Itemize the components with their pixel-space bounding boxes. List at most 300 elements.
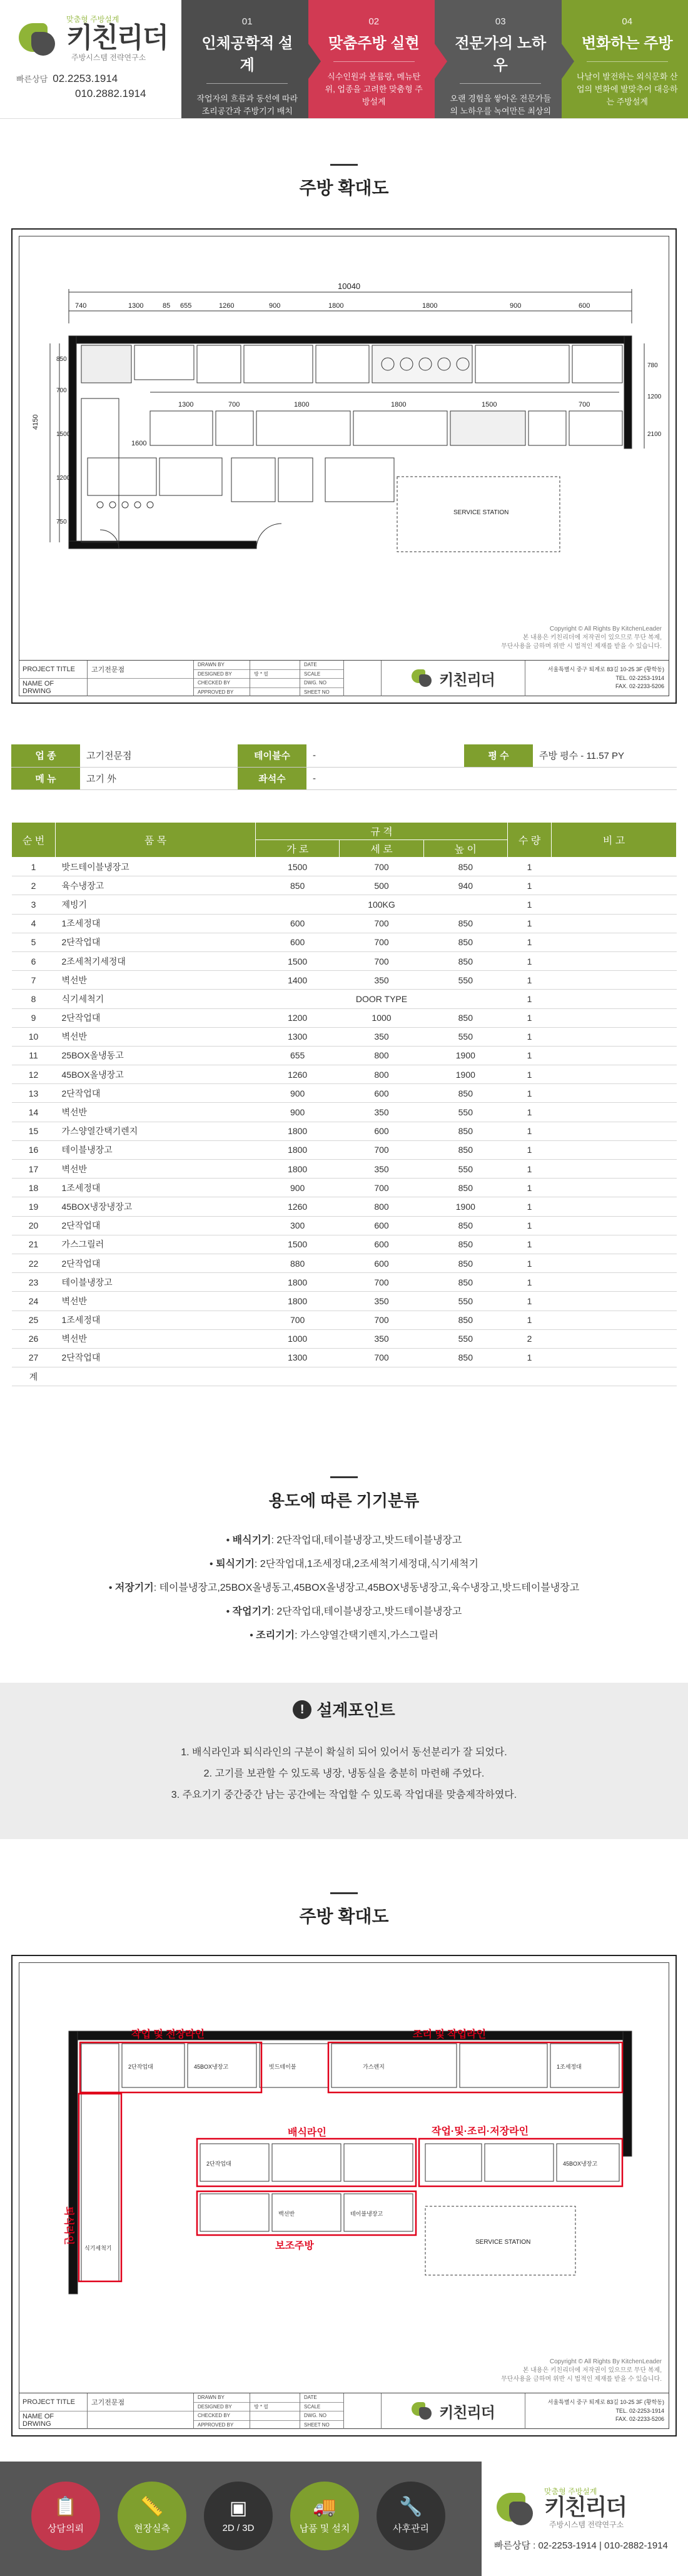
step-4 (562, 0, 688, 118)
cell-no: 3 (12, 895, 56, 914)
table-row (12, 1329, 677, 1348)
cell-no: 4 (12, 914, 56, 933)
scale-label: SCALE (300, 2403, 343, 2412)
cell-h: 850 (423, 1273, 507, 1292)
copyright-line: 본 내용은 키친리더에 저작권이 있으므로 무단 복제, (522, 634, 662, 641)
step-desc: 나날이 발전하는 외식문화 산업의 변화에 발맞추어 대응하는 주방설계 (576, 72, 678, 107)
cell-h: 850 (423, 1311, 507, 1329)
cell-qty: 1 (508, 895, 552, 914)
cell-qty: 1 (508, 914, 552, 933)
cell-qty: 1 (508, 990, 552, 1008)
dim-label: 1260 (219, 302, 235, 310)
cell-qty: 1 (508, 1254, 552, 1272)
cell-no: 21 (12, 1235, 56, 1254)
cell-w: 1000 (256, 1329, 340, 1348)
cell-no: 12 (12, 1065, 56, 1084)
address-text: 서울특별시 중구 퇴계로 83길 10-25 3F (황학동) (547, 2399, 664, 2406)
cell-h: 850 (423, 933, 507, 951)
cell-w: 850 (256, 876, 340, 895)
cell-name: 벽선반 (56, 1027, 256, 1046)
cell-note (552, 1008, 677, 1027)
info-value: 고기전문점 (80, 744, 238, 767)
cell-d: 500 (340, 876, 423, 895)
logo-name: 키친리더 (66, 22, 168, 54)
dim-label: 1800 (391, 401, 407, 408)
cell-note (552, 1311, 677, 1329)
info-header: 좌석수 (238, 767, 306, 789)
date-label: DATE (300, 2393, 343, 2403)
title-block (19, 2393, 669, 2429)
cell-no: 6 (12, 951, 56, 970)
circle-label: 현장실측 (134, 2523, 170, 2534)
project-title-value: 고기전문점 (88, 2393, 193, 2411)
total-width-label: 10040 (338, 281, 361, 291)
cell-qty: 2 (508, 1329, 552, 1348)
cell-w: 1800 (256, 1273, 340, 1292)
logo-tagline: 맞춤형 주방설계 (544, 2487, 597, 2496)
cell-d: 350 (340, 1160, 423, 1179)
cell-no: 25 (12, 1311, 56, 1329)
section-title-2 (0, 1892, 688, 1928)
cell-note (552, 1348, 677, 1367)
classification-item: • 저장기기: 테이블냉장고,25BOX올냉동고,45BOX올냉장고,45BOX냉동냉장고,육수냉장고,밧드테이블냉장고 (108, 1583, 580, 1593)
logo-name: 키친리더 (544, 2495, 627, 2520)
checked-by-label: CHECKED BY (194, 679, 250, 688)
cell-name: 25BOX올냉동고 (56, 1046, 256, 1065)
table-row (12, 1216, 677, 1235)
cell-note (552, 1197, 677, 1216)
cell-w: 1400 (256, 971, 340, 990)
dim-label: 700 (228, 401, 240, 408)
step-number: 02 (368, 16, 380, 27)
bottom-phones[interactable]: 빠른상담 : 02-2253-1914 | 010-2882-1914 (494, 2540, 668, 2551)
checked-by-label: CHECKED BY (194, 2411, 250, 2421)
cell-name: 제빙기 (56, 895, 256, 914)
cell-h: 550 (423, 1160, 507, 1179)
table-row (12, 951, 677, 970)
cell-no: 7 (12, 971, 56, 990)
brand-block (0, 0, 181, 118)
cell-name: 벽선반 (56, 1329, 256, 1348)
service-station-label: SERVICE STATION (475, 2239, 531, 2246)
dim-label: 85 (163, 302, 171, 310)
table-row (12, 1140, 677, 1159)
cell-h: 940 (423, 876, 507, 895)
dim-label: 700 (579, 401, 590, 408)
tel-text: TEL. 02-2253-1914 (615, 2407, 664, 2414)
cell-d: 350 (340, 1103, 423, 1122)
kitchen-plan-drawing-1[interactable] (11, 228, 677, 704)
col-spec: 규 격 (256, 823, 508, 840)
cell-w: 900 (256, 1179, 340, 1197)
cell-w: 880 (256, 1254, 340, 1272)
designer-value: 방 * 필 (250, 2403, 300, 2412)
cell-note (552, 1254, 677, 1272)
cell-name: 45BOX냉장냉장고 (56, 1197, 256, 1216)
cell-no: 2 (12, 876, 56, 895)
cell-no: 8 (12, 990, 56, 1008)
cell-name: 벽선반 (56, 1292, 256, 1311)
cell-qty: 1 (508, 1197, 552, 1216)
col-note: 비 고 (552, 823, 677, 858)
cell-name: 2단작업대 (56, 1008, 256, 1027)
dwg-no-label: DWG. NO (300, 679, 343, 688)
table-row (12, 1065, 677, 1084)
dim-label: 1800 (294, 401, 310, 408)
col-name: 품 목 (56, 823, 256, 858)
cell-note (552, 990, 677, 1008)
cell-qty: 1 (508, 1140, 552, 1159)
cell-name: 가스그릴러 (56, 1235, 256, 1254)
cell-qty: 1 (508, 858, 552, 876)
cell-name: 1조세정대 (56, 914, 256, 933)
dim-label: 1800 (328, 302, 344, 310)
cell-w: 1300 (256, 1027, 340, 1046)
col-depth: 세 로 (340, 840, 423, 858)
dim-label: 655 (180, 302, 192, 310)
table-row (12, 876, 677, 895)
cell-name: 1조세정대 (56, 1311, 256, 1329)
cell-h: 850 (423, 1122, 507, 1140)
cell-no: 5 (12, 933, 56, 951)
logo-tagline: 맞춤형 주방설계 (66, 15, 119, 24)
kitchen-plan-drawing-2[interactable] (11, 1955, 677, 2437)
cell-d: 350 (340, 971, 423, 990)
titleblock-logo (382, 2393, 525, 2429)
step-title: 전문가의 노하우 (455, 35, 547, 74)
dwg-no-label: DWG. NO (300, 2411, 343, 2421)
design-points-title: 설계포인트 (316, 1701, 395, 1720)
dim-label: 900 (269, 302, 281, 310)
info-value: - (306, 767, 464, 789)
site-measure-button[interactable] (118, 2482, 186, 2550)
cell-h: 1900 (423, 1046, 507, 1065)
table-row (12, 858, 677, 876)
cell-name: 육수냉장고 (56, 876, 256, 895)
titleblock-logo-text: 키친리더 (439, 672, 495, 689)
cell-d: 600 (340, 1235, 423, 1254)
designed-by-label: DESIGNED BY (194, 670, 250, 679)
titleblock-logo (382, 661, 525, 696)
cell-no: 1 (12, 858, 56, 876)
cell-d: 600 (340, 1084, 423, 1103)
cell-w: 1500 (256, 1235, 340, 1254)
designed-by-label: DESIGNED BY (194, 2403, 250, 2412)
cell-note (552, 951, 677, 970)
table-row (12, 1254, 677, 1272)
copyright-line: 무단사용을 금하며 위반 시 법적인 제재를 받을 수 있습니다. (501, 643, 662, 650)
dim-label: 750 (56, 519, 67, 525)
cell-note (552, 1122, 677, 1140)
table-row (12, 1160, 677, 1179)
cell-note (552, 1273, 677, 1292)
dim-label: 1800 (422, 302, 438, 310)
step-desc: 오랜 경험을 쌓아온 전문가들의 노하우를 녹여만든 최상의 솔루션 (450, 94, 552, 129)
zone-label: 조리 및 작업라인 (413, 2029, 487, 2040)
cell-name: 테이블냉장고 (56, 1273, 256, 1292)
cell-qty: 1 (508, 1065, 552, 1084)
cell-no: 18 (12, 1179, 56, 1197)
copyright-line: 본 내용은 키친리더에 저작권이 있으므로 무단 복제, (522, 2367, 662, 2374)
cell-w: 1260 (256, 1065, 340, 1084)
col-width: 가 로 (256, 840, 340, 858)
phone-label: 빠른상담 (16, 74, 48, 84)
phone-2[interactable]: 010.2882.1914 (75, 88, 146, 99)
step-desc: 작업자의 흐름과 동선에 따라 조리공간과 주방기기 배치 (196, 94, 298, 116)
delivery-button[interactable] (290, 2482, 359, 2550)
cell-name: 식기세척기 (56, 990, 256, 1008)
cell-d: 700 (340, 914, 423, 933)
cell-qty: 1 (508, 1008, 552, 1027)
dim-label: 2100 (647, 431, 662, 438)
step-title: 맞춤주방 실현 (328, 35, 420, 52)
leaf-logo-icon (412, 669, 434, 688)
cell-h: 550 (423, 1103, 507, 1122)
cell-d: DOOR TYPE (256, 990, 508, 1008)
cell-h: 550 (423, 971, 507, 990)
copyright-line: 무단사용을 금하며 위반 시 법적인 제재를 받을 수 있습니다. (501, 2376, 662, 2383)
cell-no: 16 (12, 1140, 56, 1159)
cell-no: 17 (12, 1160, 56, 1179)
equip-label: 테이블냉장고 (350, 2211, 383, 2217)
step-title: 변화하는 주방 (581, 35, 673, 52)
step-number: 01 (241, 16, 253, 27)
cell-qty: 1 (508, 1292, 552, 1311)
table-total-row (12, 1367, 677, 1386)
cell-no: 10 (12, 1027, 56, 1046)
table-row (12, 971, 677, 990)
cell-h: 1900 (423, 1197, 507, 1216)
sheet-no-label: SHEET NO (304, 689, 330, 695)
drawing-name-label: NAME OF DRWING (23, 2413, 54, 2428)
cell-no: 20 (12, 1216, 56, 1235)
titleblock-logo-text: 키친리더 (439, 2405, 495, 2421)
cell-name: 2단작업대 (56, 1084, 256, 1103)
dim-label: 600 (579, 302, 590, 310)
cell-qty: 1 (508, 951, 552, 970)
cell-note (552, 1140, 677, 1159)
equipment-classification (0, 1476, 688, 1648)
clipboard-icon: 📋 (54, 2496, 78, 2517)
info-value: - (306, 744, 464, 767)
cell-note (552, 933, 677, 951)
cell-qty: 1 (508, 1311, 552, 1329)
logo-subtitle: 주방시스템 전략연구소 (549, 2520, 624, 2529)
after-service-button[interactable] (377, 2482, 445, 2550)
section-title-text: 주방 확대도 (299, 178, 389, 198)
cell-name: 2단작업대 (56, 933, 256, 951)
equip-label: 2단작업대 (128, 2064, 153, 2070)
zone-label: 작업 및 전장라인 (131, 2029, 205, 2040)
cell-w: 655 (256, 1046, 340, 1065)
cell-w: 600 (256, 933, 340, 951)
service-circles (0, 2462, 482, 2576)
design-point: 1. 배식라인과 퇴식라인의 구분이 확실히 되어 있어서 동선분리가 잘 되었다. (181, 1747, 507, 1758)
equip-label: 45BOX냉장고 (563, 2161, 598, 2167)
cell-no: 9 (12, 1008, 56, 1027)
copyright-note (501, 625, 662, 651)
copyright-note (501, 2358, 662, 2384)
titleblock-address (525, 2393, 669, 2429)
dim-label: 900 (510, 302, 522, 310)
cell-h: 850 (423, 914, 507, 933)
service-station-label: SERVICE STATION (453, 509, 509, 516)
cell-note (552, 914, 677, 933)
table-row (12, 1292, 677, 1311)
cell-note (552, 1329, 677, 1348)
cell-d: 100KG (256, 895, 508, 914)
circle-label: 사후관리 (393, 2523, 429, 2534)
zone-label: 배식라인 (288, 2127, 326, 2138)
left-total-label: 4150 (32, 414, 39, 430)
cell-d: 600 (340, 1216, 423, 1235)
cell-w: 1500 (256, 951, 340, 970)
cell-w: 1800 (256, 1122, 340, 1140)
step-3 (435, 0, 562, 129)
cell-name: 2단작업대 (56, 1254, 256, 1272)
address-text: 서울특별시 중구 퇴계로 83길 10-25 3F (황학동) (547, 666, 664, 673)
design-2d3d-button[interactable] (204, 2482, 273, 2550)
classification-item: • 배식기기: 2단작업대,테이블냉장고,밧드테이블냉장고 (226, 1535, 462, 1546)
consult-button[interactable] (31, 2482, 100, 2550)
cell-qty: 1 (508, 1046, 552, 1065)
cell-qty: 1 (508, 971, 552, 990)
col-qty: 수 량 (508, 823, 552, 858)
design-points (0, 1683, 688, 1839)
dim-label: 1500 (56, 431, 71, 438)
total-label: 계 (12, 1367, 56, 1386)
cell-qty: 1 (508, 1273, 552, 1292)
cell-note (552, 1027, 677, 1046)
step-desc: 식수인원과 볼륨량, 메뉴탄위, 업종을 고려한 맞춤형 주방설계 (325, 72, 423, 107)
cell-qty: 1 (508, 933, 552, 951)
dim-label: 780 (647, 362, 658, 369)
cell-h: 850 (423, 1179, 507, 1197)
cell-h: 550 (423, 1027, 507, 1046)
equip-label: 가스렌지 (363, 2064, 385, 2070)
project-title-label: PROJECT TITLE (19, 2393, 87, 2411)
cell-note (552, 1292, 677, 1311)
table-row (12, 1084, 677, 1103)
cell-name: 2조세척기세정대 (56, 951, 256, 970)
table-row (12, 990, 677, 1008)
cell-no: 27 (12, 1348, 56, 1367)
logo[interactable] (16, 14, 169, 63)
cell-no: 15 (12, 1122, 56, 1140)
info-table (11, 744, 677, 790)
cell-d: 600 (340, 1122, 423, 1140)
cell-w: 900 (256, 1084, 340, 1103)
info-header: 평 수 (464, 744, 533, 767)
table-row (12, 1027, 677, 1046)
cell-qty: 1 (508, 1179, 552, 1197)
info-header: 메 뉴 (11, 767, 80, 789)
scale-label: SCALE (300, 670, 343, 679)
cell-note (552, 858, 677, 876)
cell-d: 700 (340, 858, 423, 876)
cell-note (552, 1103, 677, 1122)
copyright-line: Copyright © All Rights By KitchenLeader (549, 2358, 662, 2365)
cell-name: 벽선반 (56, 971, 256, 990)
step-2 (308, 0, 435, 118)
cell-w: 1800 (256, 1140, 340, 1159)
cell-w: 1260 (256, 1197, 340, 1216)
cell-d: 700 (340, 1140, 423, 1159)
cell-name: 2단작업대 (56, 1216, 256, 1235)
copyright-line: Copyright © All Rights By KitchenLeader (549, 626, 662, 632)
cell-qty: 1 (508, 1216, 552, 1235)
cell-no: 11 (12, 1046, 56, 1065)
design-point: 3. 주요기기 중간중간 남는 공간에는 작업할 수 있도록 작업대를 맞춤제작하였다. (171, 1790, 517, 1800)
table-row (12, 914, 677, 933)
cell-d: 800 (340, 1046, 423, 1065)
cell-w: 900 (256, 1103, 340, 1122)
cell-d: 700 (340, 1348, 423, 1367)
cell-h: 850 (423, 1216, 507, 1235)
equip-label: 45BOX냉장고 (194, 2064, 229, 2070)
cell-qty: 1 (508, 1084, 552, 1103)
cell-note (552, 876, 677, 895)
cell-w: 700 (256, 1311, 340, 1329)
bottom-bar (0, 2462, 688, 2576)
dim-label: 1300 (128, 302, 144, 310)
cell-d: 700 (340, 1179, 423, 1197)
cell-w: 1300 (256, 1348, 340, 1367)
cell-name: 45BOX올냉장고 (56, 1065, 256, 1084)
cell-h: 850 (423, 1348, 507, 1367)
classification-item: • 퇴식기기: 2단작업대,1조세정대,2조세척기세정대,식기세척기 (210, 1559, 478, 1569)
cell-d: 350 (340, 1329, 423, 1348)
table-row (12, 1179, 677, 1197)
fax-text: FAX. 02-2233-5206 (615, 683, 664, 690)
cell-d: 700 (340, 1273, 423, 1292)
cell-w: 1200 (256, 1008, 340, 1027)
dim-label: 850 (56, 356, 67, 363)
project-title-value: 고기전문점 (88, 661, 193, 679)
cell-h: 850 (423, 1084, 507, 1103)
dim-label: 1500 (482, 401, 497, 408)
cell-name: 1조세정대 (56, 1179, 256, 1197)
zone-label: 작업·및·조리·저장라인 (432, 2126, 529, 2137)
cell-no: 13 (12, 1084, 56, 1103)
titleblock-address (525, 661, 669, 696)
table-row (12, 1103, 677, 1122)
drawn-by-label: DRAWN BY (194, 661, 250, 670)
cell-note (552, 1216, 677, 1235)
info-header: 업 종 (11, 744, 80, 767)
exclamation-icon: ! (293, 1700, 311, 1719)
equip-label: 2단작업대 (206, 2161, 231, 2167)
cell-d: 800 (340, 1065, 423, 1084)
cell-h: 850 (423, 1235, 507, 1254)
cell-name: 벽선반 (56, 1160, 256, 1179)
bottom-brand (482, 2462, 688, 2576)
cell-note (552, 1065, 677, 1084)
wrench-icon: 🔧 (399, 2496, 423, 2517)
phone-1[interactable]: 02.2253.1914 (53, 73, 118, 84)
brand-phones (16, 73, 169, 100)
equipment-table (11, 822, 677, 1386)
cell-no: 23 (12, 1273, 56, 1292)
cell-note (552, 971, 677, 990)
cell-w: 600 (256, 914, 340, 933)
table-row (12, 1273, 677, 1292)
step-title: 인체공학적 설계 (201, 35, 293, 74)
logo[interactable] (494, 2486, 675, 2530)
cell-no: 19 (12, 1197, 56, 1216)
cell-d: 700 (340, 951, 423, 970)
steps-bar (181, 0, 688, 129)
